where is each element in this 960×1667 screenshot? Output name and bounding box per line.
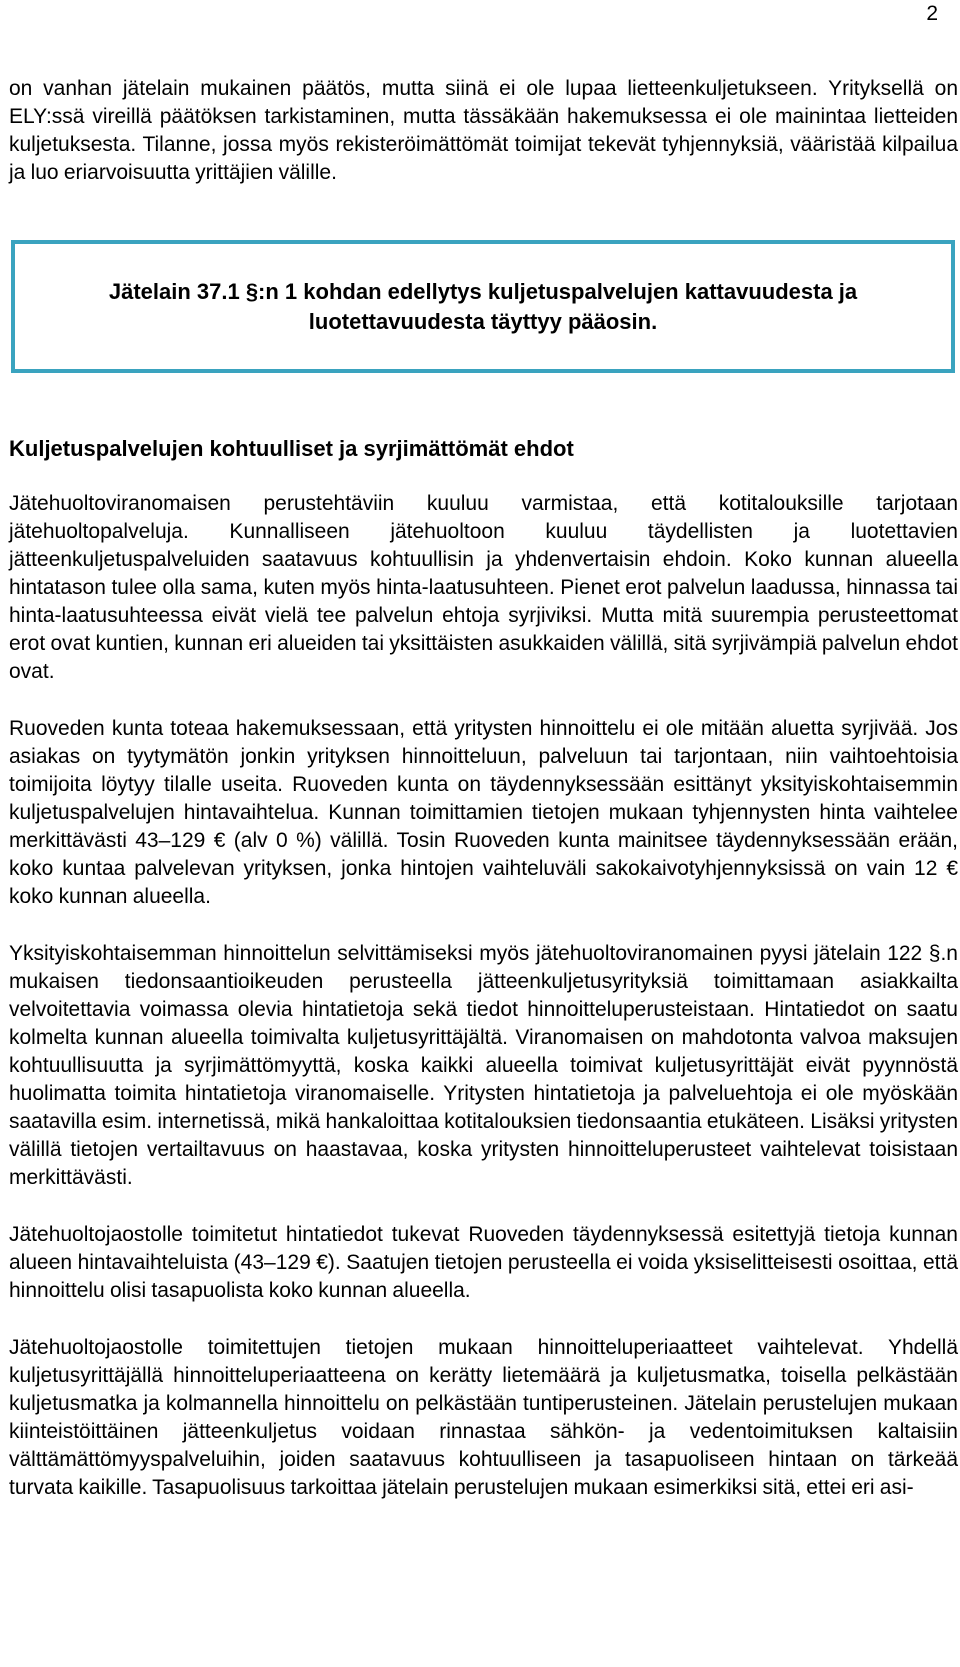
document-body: [9, 75, 958, 1502]
page-number: 2: [926, 2, 938, 25]
section-heading: Kuljetuspalvelujen kohtuulliset ja syrjimättömät ehdot: [9, 436, 574, 461]
intro-paragraph: on vanhan jätelain mukainen päätös, mutta siinä ei ole lupaa lietteenkuljetukseen. Yrityksellä on ELY:ssä vireillä päätöksen tarkistaminen, mutta tässäkään hakemuksessa ei ole mainintaa lietteiden kuljetuksesta. Tilanne, jossa myös rekisteröimättömät toimijat tekevät tyhjennyksiä, vääristää kilpailua ja luo eriarvoisuutta yrittäjien välille.: [9, 77, 958, 184]
paragraph-price-range: Jätehuoltojaostolle toimitetut hintatiedot tukevat Ruoveden täydennyksessä esitettyjä tietoja kunnan alueen hintavaihteluista (43–129 €). Saatujen tietojen perusteella ei voida yksiselitteisesti osoittaa, että hinnoittelu olisi tasapuolista koko kunnan alueella.: [9, 1223, 958, 1302]
paragraph-pricing-inquiry: Yksityiskohtaisemman hinnoittelun selvittämiseksi myös jätehuoltoviranomainen pyysi jätelain 122 §.n mukaisen tiedonsaantioikeuden perusteella jätteenkuljetusyrityksiä toimittamaan asiakkailta velvoitettavia voimassa olevia hintatietoja sekä tiedot hinnoitteluperusteistaan. Hintatiedot on saatu kolmelta kunnan alueella toimivalta kuljetusyrittäjältä. Viranomaisen on mahdotonta valvoa maksujen kohtuullisuutta ja syrjimättömyyttä, koska kaikki alueella toimivat kuljetusyrittäjät eivät pyynnöstä huolimatta toimita hintatietoja viranomaiselle. Yritysten hintatietoja ja palveluehtoja ei ole myöskään saatavilla esim. internetissä, mikä hankaloittaa kotitalouksien tiedonsaantia etukäteen. Lisäksi yritysten välillä tietojen vertailtavuus on haastavaa, koska yritysten hinnoitteluperusteet vaihtelevat toisistaan merkittävästi.: [9, 942, 958, 1189]
conclusion-callout-box: [11, 240, 955, 373]
paragraph-municipality-statement: Ruoveden kunta toteaa hakemuksessaan, että yritysten hinnoittelu ei ole mitään aluetta syrjivää. Jos asiakas on tyytymätön jonkin yrityksen hinnoitteluun, palveluun tai tarjontaan, niin vaihtoehtoisia toimijoita löytyy tilalle useita. Ruoveden kunta on täydennyksessään esittänyt yksityiskohtaisemmin kuljetuspalvelujen hintavaihtelua. Kunnan toimittamien tietojen mukaan tyhjennysten hinta vaihtelee merkittävästi 43–129 € (alv 0 %) välillä. Tosin Ruoveden kunta mainitsee täydennyksessään erään, koko kuntaa palvelevan yrityksen, jonka hintojen vaihteluväli sakokaivotyhjennyksissä on vain 12 € koko kunnan alueella.: [9, 717, 958, 908]
paragraph-pricing-principles: Jätehuoltojaostolle toimitettujen tietojen mukaan hinnoitteluperiaatteet vaihtelevat. Yhdellä kuljetusyrittäjällä hinnoitteluperiaatteena on kerätty lietemäärä ja kuljetusmatka, toisella pelkästään kuljetusmatka ja kolmannella hinnoittelu on pelkästään tuntiperusteinen. Jätelain perustelujen mukaan kiinteistöittäinen jätteenkuljetus voidaan rinnastaa sähkön- ja vedentoimituksen kaltaisiin välttämättömyyspalveluihin, joiden saatavuus kohtuulliseen ja tasapuoliseen hintaan on tärkeää turvata kaikille. Tasapuolisuus tarkoittaa jätelain perustelujen mukaan esimerkiksi sitä, ettei eri asi-: [9, 1336, 958, 1499]
paragraph-service-obligation: Jätehuoltoviranomaisen perustehtäviin kuuluu varmistaa, että kotitalouksille tarjotaan jätehuoltopalveluja. Kunnalliseen jätehuoltoon kuuluu täydellisten ja luotettavien jätteenkuljetuspalveluiden saatavuus kohtuullisin ja yhdenvertaisin ehdoin. Koko kunnan alueella hintatason tulee olla sama, kuten myös hinta-laatusuhteen. Pienet erot palvelun laadussa, hinnassa tai hinta-laatusuhteessa eivät vielä tee palvelun ehtoja syrjiviksi. Mutta mitä suurempia perusteettomat erot ovat kuntien, kunnan eri alueiden tai yksittäisten asukkaiden välillä, sitä syrjivämpiä palvelun ehdot ovat.: [9, 492, 958, 683]
callout-text: Jätelain 37.1 §:n 1 kohdan edellytys kuljetuspalvelujen kattavuudesta ja luotettavuudesta täyttyy pääosin.: [108, 278, 858, 334]
